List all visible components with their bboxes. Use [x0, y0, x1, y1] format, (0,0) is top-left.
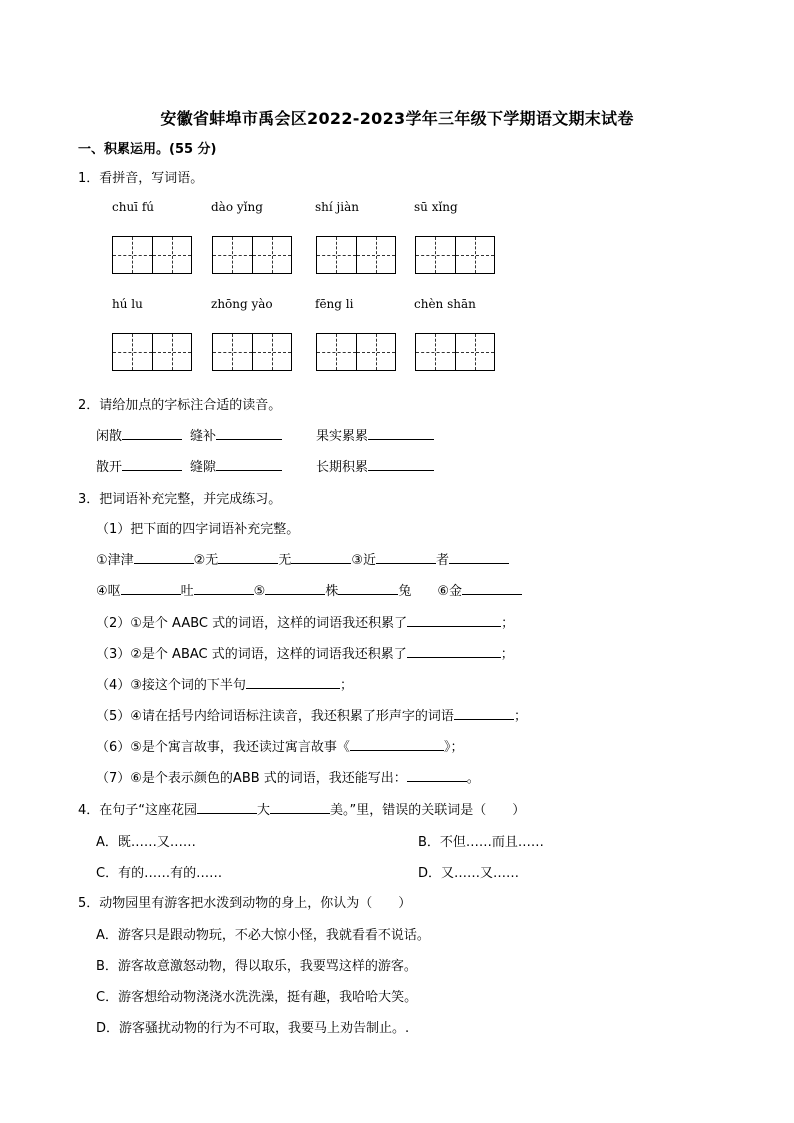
answer-blank[interactable] — [194, 582, 254, 595]
answer-blank[interactable] — [218, 551, 278, 564]
answer-blank[interactable] — [216, 427, 282, 440]
writing-grid[interactable] — [112, 333, 192, 371]
q2-item: 闲散 — [96, 425, 182, 444]
option-a[interactable]: A．既……又…… — [96, 835, 196, 850]
q2-item: 长期积累 — [316, 456, 434, 475]
pinyin-4: sū xǐng — [414, 200, 458, 214]
q3-sub-5: （5）④请在括号内给词语标注读音，我还积累了形声字的词语 ； — [96, 709, 527, 724]
answer-blank[interactable] — [291, 551, 351, 564]
answer-blank[interactable] — [368, 458, 434, 471]
pinyin-8: chèn shān — [414, 297, 476, 311]
option-c[interactable]: C．有的……有的…… — [96, 866, 223, 881]
writing-grid[interactable] — [112, 236, 192, 274]
writing-grid[interactable] — [212, 236, 292, 274]
question-2-stem: 2．请给加点的字标注合适的读音。 — [78, 398, 282, 413]
q2-item: 缝隙 — [190, 456, 282, 475]
pinyin-7: fēng li — [315, 297, 354, 311]
answer-blank[interactable] — [122, 427, 182, 440]
question-1-stem: 1．看拼音，写词语。 — [78, 171, 204, 186]
section-heading: 一、积累运用。(55 分) — [78, 142, 217, 157]
answer-blank[interactable] — [449, 551, 509, 564]
q3-sub-3: （3）②是个 ABAC 式的词语，这样的词语我还积累了 ； — [96, 647, 514, 662]
question-4-stem: 4．在句子“这座花园 大 美。”里，错误的关联词是（ ） — [78, 803, 526, 818]
answer-blank[interactable] — [246, 676, 340, 689]
q3-sub-4: （4）③接这个词的下半句 ； — [96, 678, 353, 693]
writing-grid[interactable] — [316, 333, 396, 371]
answer-blank[interactable] — [368, 427, 434, 440]
writing-grid[interactable] — [415, 333, 495, 371]
answer-blank[interactable] — [407, 614, 501, 627]
answer-blank[interactable] — [265, 582, 325, 595]
pinyin-1: chuī fú — [112, 200, 154, 214]
answer-blank[interactable] — [270, 801, 330, 814]
answer-blank[interactable] — [350, 738, 444, 751]
q3-idiom-line-1: ①津津 ②无 无 ③近 者 — [96, 549, 509, 568]
writing-grid[interactable] — [316, 236, 396, 274]
answer-blank[interactable] — [407, 645, 501, 658]
option-d[interactable]: D．游客骚扰动物的行为不可取，我要马上劝告制止。. — [96, 1021, 410, 1036]
answer-blank[interactable] — [407, 769, 467, 782]
page-title: 安徽省蚌埠市禹会区2022-2023学年三年级下学期语文期末试卷 — [160, 109, 634, 128]
q3-sub-7: （7）⑥是个表示颜色的ABB 式的词语，我还能写出： 。 — [96, 771, 480, 786]
question-5-stem: 5．动物园里有游客把水泼到动物的身上，你认为（ ） — [78, 896, 412, 911]
q3-sub-6: （6）⑤是个寓言故事，我还读过寓言故事《 》； — [96, 740, 464, 755]
q3-sub-1: （1）把下面的四字词语补充完整。 — [96, 522, 300, 537]
option-b[interactable]: B．不但……而且…… — [418, 835, 544, 850]
answer-blank[interactable] — [462, 582, 522, 595]
q3-sub-2: （2）①是个 AABC 式的词语，这样的词语我还积累了 ； — [96, 616, 515, 631]
q2-item: 果实累累 — [316, 425, 434, 444]
pinyin-2: dào yǐng — [211, 200, 263, 214]
pinyin-6: zhōng yào — [211, 297, 273, 311]
writing-grid[interactable] — [415, 236, 495, 274]
writing-grid[interactable] — [212, 333, 292, 371]
q2-item: 散开 — [96, 456, 182, 475]
answer-blank[interactable] — [121, 582, 181, 595]
option-b[interactable]: B．游客故意激怒动物，得以取乐，我要骂这样的游客。 — [96, 959, 417, 974]
answer-blank[interactable] — [454, 707, 514, 720]
pinyin-5: hú lu — [112, 297, 143, 311]
option-d[interactable]: D．又……又…… — [418, 866, 520, 881]
q2-item: 缝补 — [190, 425, 282, 444]
answer-blank[interactable] — [376, 551, 436, 564]
answer-blank[interactable] — [338, 582, 398, 595]
q3-idiom-line-2: ④呕 吐 ⑤ 株 兔 ⑥金 — [96, 580, 522, 599]
answer-blank[interactable] — [216, 458, 282, 471]
question-3-stem: 3．把词语补充完整，并完成练习。 — [78, 492, 282, 507]
option-a[interactable]: A．游客只是跟动物玩，不必大惊小怪，我就看看不说话。 — [96, 928, 430, 943]
answer-blank[interactable] — [134, 551, 194, 564]
answer-blank[interactable] — [197, 801, 257, 814]
answer-blank[interactable] — [122, 458, 182, 471]
option-c[interactable]: C．游客想给动物浇浇水洗洗澡，挺有趣，我哈哈大笑。 — [96, 990, 418, 1005]
pinyin-3: shí jiàn — [315, 200, 359, 214]
